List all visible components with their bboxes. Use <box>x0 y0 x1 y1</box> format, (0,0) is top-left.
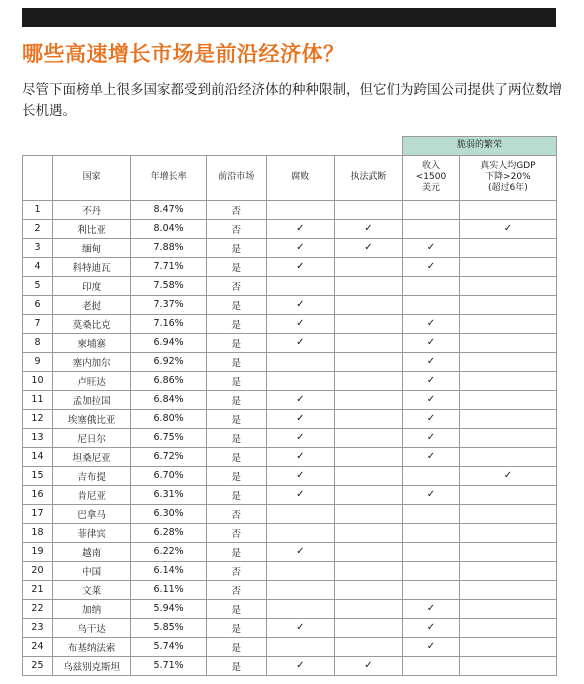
frontier-cell: 是 <box>206 333 266 352</box>
gdp-cell <box>459 656 556 675</box>
arbitrary-cell: ✓ <box>334 219 402 238</box>
rank-cell: 22 <box>23 599 53 618</box>
growth-cell: 7.58% <box>131 276 206 295</box>
table-body <box>23 200 557 675</box>
country-cell: 尼日尔 <box>52 428 130 447</box>
income-header: 收入 <1500 美元 <box>403 155 460 200</box>
gdp-cell <box>459 599 556 618</box>
country-cell: 卢旺达 <box>52 371 130 390</box>
frontier-cell: 是 <box>206 371 266 390</box>
income-cell <box>403 295 460 314</box>
rank-cell: 16 <box>23 485 53 504</box>
rank-cell: 19 <box>23 542 53 561</box>
corruption-cell: ✓ <box>266 314 334 333</box>
growth-cell: 6.31% <box>131 485 206 504</box>
frontier-cell: 是 <box>206 352 266 371</box>
table-row <box>23 314 557 333</box>
growth-cell: 5.71% <box>131 656 206 675</box>
income-cell: ✓ <box>403 428 460 447</box>
country-cell: 老挝 <box>52 295 130 314</box>
gdp-cell: ✓ <box>459 466 556 485</box>
corruption-cell: ✓ <box>266 409 334 428</box>
growth-cell: 6.28% <box>131 523 206 542</box>
gdp-cell <box>459 352 556 371</box>
corruption-cell: ✓ <box>266 238 334 257</box>
growth-markets-table <box>22 136 557 676</box>
corruption-cell: ✓ <box>266 542 334 561</box>
gdp-cell <box>459 257 556 276</box>
rank-cell: 24 <box>23 637 53 656</box>
gdp-cell <box>459 428 556 447</box>
table-row <box>23 656 557 675</box>
fragile-prosperity-header: 脆弱的繁荣 <box>403 137 557 156</box>
gdp-cell: ✓ <box>459 219 556 238</box>
frontier-cell: 是 <box>206 485 266 504</box>
income-cell: ✓ <box>403 371 460 390</box>
arbitrary-cell <box>334 447 402 466</box>
arbitrary-cell <box>334 523 402 542</box>
growth-cell: 6.92% <box>131 352 206 371</box>
arbitrary-cell <box>334 618 402 637</box>
frontier-cell: 是 <box>206 599 266 618</box>
rank-header <box>23 155 53 200</box>
corruption-cell <box>266 200 334 219</box>
frontier-cell: 是 <box>206 409 266 428</box>
income-cell: ✓ <box>403 352 460 371</box>
growth-cell: 7.88% <box>131 238 206 257</box>
frontier-cell: 否 <box>206 561 266 580</box>
growth-cell: 6.80% <box>131 409 206 428</box>
growth-cell: 6.84% <box>131 390 206 409</box>
corruption-cell <box>266 561 334 580</box>
income-cell: ✓ <box>403 485 460 504</box>
blank-header-cell <box>23 137 403 156</box>
rank-cell: 5 <box>23 276 53 295</box>
gdp-cell <box>459 542 556 561</box>
frontier-cell: 否 <box>206 200 266 219</box>
country-cell: 印度 <box>52 276 130 295</box>
income-cell: ✓ <box>403 447 460 466</box>
rank-cell: 3 <box>23 238 53 257</box>
table-row <box>23 238 557 257</box>
rank-cell: 12 <box>23 409 53 428</box>
income-cell: ✓ <box>403 314 460 333</box>
table-row <box>23 580 557 599</box>
rank-cell: 1 <box>23 200 53 219</box>
growth-cell: 6.70% <box>131 466 206 485</box>
arbitrary-cell <box>334 466 402 485</box>
gdp-cell <box>459 409 556 428</box>
arbitrary-enforcement-header: 执法武断 <box>334 155 402 200</box>
income-cell: ✓ <box>403 238 460 257</box>
growth-cell: 6.22% <box>131 542 206 561</box>
rank-cell: 7 <box>23 314 53 333</box>
corruption-cell <box>266 504 334 523</box>
country-cell: 菲律宾 <box>52 523 130 542</box>
frontier-cell: 是 <box>206 447 266 466</box>
corruption-cell: ✓ <box>266 447 334 466</box>
rank-cell: 18 <box>23 523 53 542</box>
table-row <box>23 219 557 238</box>
rank-cell: 23 <box>23 618 53 637</box>
country-cell: 肯尼亚 <box>52 485 130 504</box>
frontier-cell: 是 <box>206 656 266 675</box>
country-cell: 越南 <box>52 542 130 561</box>
arbitrary-cell <box>334 371 402 390</box>
income-cell: ✓ <box>403 390 460 409</box>
arbitrary-cell <box>334 314 402 333</box>
income-cell <box>403 466 460 485</box>
table-row <box>23 447 557 466</box>
country-cell: 利比亚 <box>52 219 130 238</box>
gdp-cell <box>459 276 556 295</box>
corruption-cell <box>266 352 334 371</box>
gdp-cell <box>459 580 556 599</box>
gdp-cell <box>459 314 556 333</box>
corruption-cell: ✓ <box>266 257 334 276</box>
rank-cell: 20 <box>23 561 53 580</box>
growth-cell: 6.86% <box>131 371 206 390</box>
growth-cell: 8.04% <box>131 219 206 238</box>
frontier-header: 前沿市场 <box>206 155 266 200</box>
income-cell: ✓ <box>403 599 460 618</box>
corruption-cell: ✓ <box>266 295 334 314</box>
growth-cell: 5.85% <box>131 618 206 637</box>
country-cell: 布基纳法索 <box>52 637 130 656</box>
table-row <box>23 257 557 276</box>
rank-cell: 13 <box>23 428 53 447</box>
country-cell: 缅甸 <box>52 238 130 257</box>
arbitrary-cell <box>334 580 402 599</box>
frontier-cell: 否 <box>206 219 266 238</box>
gdp-cell <box>459 447 556 466</box>
country-cell: 文莱 <box>52 580 130 599</box>
country-cell: 埃塞俄比亚 <box>52 409 130 428</box>
arbitrary-cell <box>334 599 402 618</box>
gdp-cell <box>459 238 556 257</box>
gdp-cell <box>459 504 556 523</box>
country-cell: 莫桑比克 <box>52 314 130 333</box>
rank-cell: 17 <box>23 504 53 523</box>
frontier-cell: 是 <box>206 390 266 409</box>
rank-cell: 9 <box>23 352 53 371</box>
growth-header: 年增长率 <box>131 155 206 200</box>
country-cell: 不丹 <box>52 200 130 219</box>
page-subtitle: 尽管下面榜单上很多国家都受到前沿经济体的种种限制，但它们为跨国公司提供了两位数增长机遇。 <box>22 82 562 119</box>
frontier-cell: 是 <box>206 257 266 276</box>
table-row <box>23 352 557 371</box>
table-row <box>23 561 557 580</box>
table-row <box>23 390 557 409</box>
gdp-cell <box>459 200 556 219</box>
arbitrary-cell <box>334 276 402 295</box>
frontier-cell: 否 <box>206 523 266 542</box>
rank-cell: 21 <box>23 580 53 599</box>
arbitrary-cell <box>334 295 402 314</box>
table-row <box>23 466 557 485</box>
rank-cell: 6 <box>23 295 53 314</box>
gdp-cell <box>459 295 556 314</box>
frontier-cell: 是 <box>206 466 266 485</box>
frontier-cell: 否 <box>206 580 266 599</box>
top-bar <box>22 8 556 27</box>
country-cell: 加纳 <box>52 599 130 618</box>
gdp-cell <box>459 561 556 580</box>
growth-cell: 5.94% <box>131 599 206 618</box>
frontier-cell: 是 <box>206 637 266 656</box>
country-cell: 乌干达 <box>52 618 130 637</box>
rank-cell: 11 <box>23 390 53 409</box>
corruption-cell: ✓ <box>266 656 334 675</box>
income-cell <box>403 561 460 580</box>
country-cell: 巴拿马 <box>52 504 130 523</box>
income-cell <box>403 523 460 542</box>
table-row <box>23 295 557 314</box>
growth-cell: 6.30% <box>131 504 206 523</box>
page-title: 哪些高速增长市场是前沿经济体？ <box>22 42 345 66</box>
rank-cell: 25 <box>23 656 53 675</box>
income-cell <box>403 580 460 599</box>
table-row <box>23 523 557 542</box>
gdp-cell <box>459 390 556 409</box>
table-row <box>23 504 557 523</box>
table-row <box>23 618 557 637</box>
growth-cell: 6.14% <box>131 561 206 580</box>
table-row <box>23 200 557 219</box>
arbitrary-cell <box>334 257 402 276</box>
arbitrary-cell <box>334 542 402 561</box>
arbitrary-cell <box>334 352 402 371</box>
income-cell: ✓ <box>403 409 460 428</box>
arbitrary-cell: ✓ <box>334 656 402 675</box>
country-cell: 柬埔寨 <box>52 333 130 352</box>
growth-cell: 7.16% <box>131 314 206 333</box>
income-cell: ✓ <box>403 637 460 656</box>
table-row <box>23 409 557 428</box>
corruption-header: 腐败 <box>266 155 334 200</box>
frontier-cell: 是 <box>206 295 266 314</box>
income-cell <box>403 656 460 675</box>
arbitrary-cell <box>334 485 402 504</box>
gdp-decline-header: 真实人均GDP 下降>20% (超过6年) <box>459 155 556 200</box>
income-cell <box>403 200 460 219</box>
corruption-cell: ✓ <box>266 428 334 447</box>
frontier-cell: 是 <box>206 238 266 257</box>
arbitrary-cell <box>334 409 402 428</box>
country-header: 国家 <box>52 155 130 200</box>
rank-cell: 2 <box>23 219 53 238</box>
country-cell: 中国 <box>52 561 130 580</box>
frontier-cell: 否 <box>206 504 266 523</box>
income-cell: ✓ <box>403 618 460 637</box>
corruption-cell: ✓ <box>266 618 334 637</box>
income-cell: ✓ <box>403 257 460 276</box>
column-header-row <box>23 155 557 200</box>
growth-cell: 7.37% <box>131 295 206 314</box>
table-row <box>23 428 557 447</box>
gdp-cell <box>459 523 556 542</box>
rank-cell: 4 <box>23 257 53 276</box>
corruption-cell: ✓ <box>266 466 334 485</box>
country-cell: 吉布提 <box>52 466 130 485</box>
country-cell: 坦桑尼亚 <box>52 447 130 466</box>
arbitrary-cell <box>334 390 402 409</box>
growth-cell: 6.72% <box>131 447 206 466</box>
table-row <box>23 485 557 504</box>
rank-cell: 14 <box>23 447 53 466</box>
gdp-cell <box>459 371 556 390</box>
table-row <box>23 371 557 390</box>
frontier-cell: 是 <box>206 542 266 561</box>
arbitrary-cell <box>334 637 402 656</box>
growth-cell: 8.47% <box>131 200 206 219</box>
arbitrary-cell: ✓ <box>334 238 402 257</box>
income-cell <box>403 219 460 238</box>
arbitrary-cell <box>334 200 402 219</box>
gdp-cell <box>459 618 556 637</box>
table-row <box>23 276 557 295</box>
rank-cell: 10 <box>23 371 53 390</box>
table-row <box>23 637 557 656</box>
corruption-cell: ✓ <box>266 333 334 352</box>
country-cell: 乌兹别克斯坦 <box>52 656 130 675</box>
arbitrary-cell <box>334 504 402 523</box>
income-cell <box>403 504 460 523</box>
income-cell: ✓ <box>403 333 460 352</box>
country-cell: 塞内加尔 <box>52 352 130 371</box>
arbitrary-cell <box>334 333 402 352</box>
table-row <box>23 333 557 352</box>
corruption-cell <box>266 523 334 542</box>
frontier-cell: 是 <box>206 314 266 333</box>
corruption-cell: ✓ <box>266 390 334 409</box>
corruption-cell <box>266 276 334 295</box>
table-row <box>23 542 557 561</box>
corruption-cell <box>266 371 334 390</box>
income-cell <box>403 276 460 295</box>
corruption-cell: ✓ <box>266 485 334 504</box>
frontier-cell: 否 <box>206 276 266 295</box>
gdp-cell <box>459 333 556 352</box>
corruption-cell: ✓ <box>266 219 334 238</box>
table-row <box>23 599 557 618</box>
income-cell <box>403 542 460 561</box>
arbitrary-cell <box>334 428 402 447</box>
rank-cell: 15 <box>23 466 53 485</box>
arbitrary-cell <box>334 561 402 580</box>
growth-cell: 6.94% <box>131 333 206 352</box>
frontier-cell: 是 <box>206 618 266 637</box>
growth-cell: 5.74% <box>131 637 206 656</box>
country-cell: 孟加拉国 <box>52 390 130 409</box>
gdp-cell <box>459 485 556 504</box>
frontier-cell: 是 <box>206 428 266 447</box>
growth-cell: 6.75% <box>131 428 206 447</box>
growth-cell: 7.71% <box>131 257 206 276</box>
corruption-cell <box>266 637 334 656</box>
corruption-cell <box>266 599 334 618</box>
corruption-cell <box>266 580 334 599</box>
rank-cell: 8 <box>23 333 53 352</box>
growth-cell: 6.11% <box>131 580 206 599</box>
gdp-cell <box>459 637 556 656</box>
country-cell: 科特迪瓦 <box>52 257 130 276</box>
